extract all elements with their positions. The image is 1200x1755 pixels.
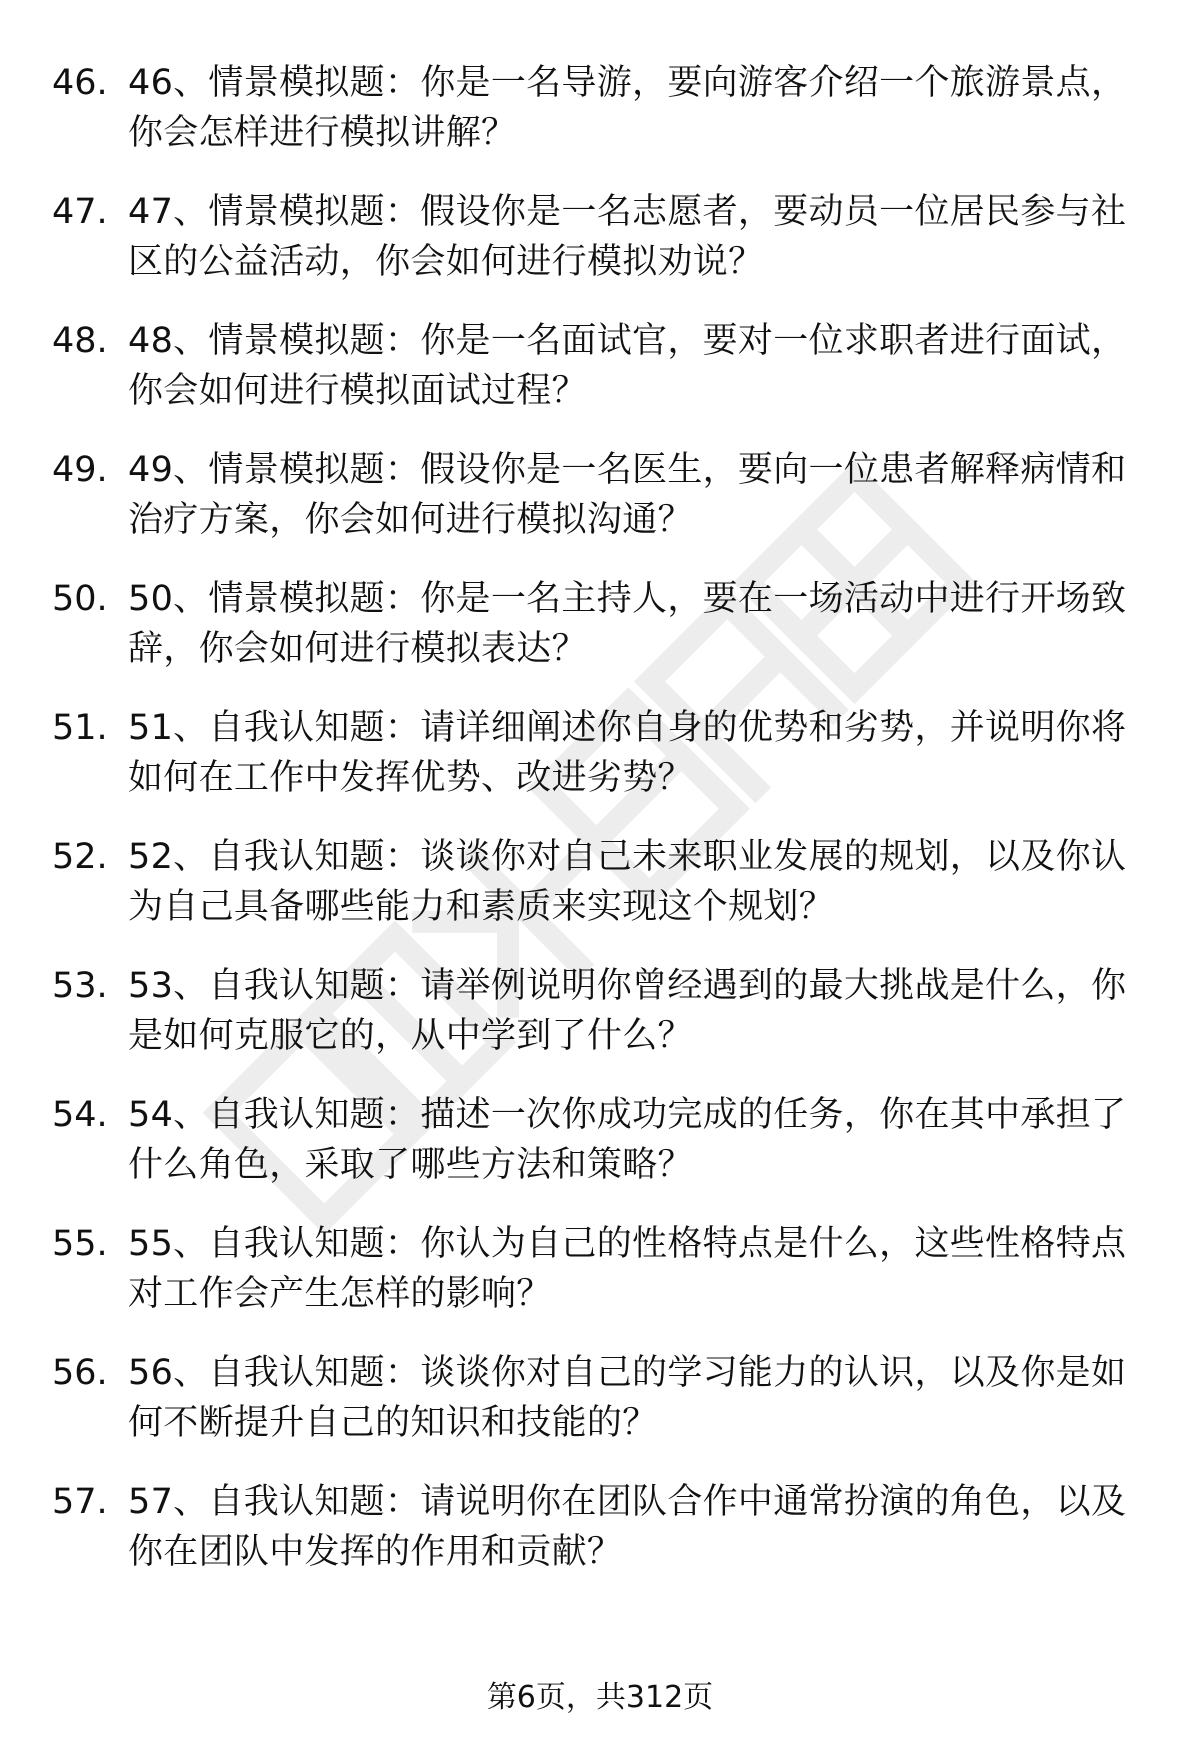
question-item [52,574,1152,703]
question-item [52,1219,1152,1348]
question-number: 53. [52,966,108,1006]
question-number: 49. [52,450,108,490]
question-item [52,1090,1152,1219]
question-number: 54. [52,1095,108,1135]
question-text: 47、情景模拟题：假设你是一名志愿者，要动员一位居民参与社区的公益活动，你会如何进行模拟劝说？ [128,192,1127,282]
question-text: 46、情景模拟题：你是一名导游，要向游客介绍一个旅游景点，你会怎样进行模拟讲解？ [128,63,1127,153]
question-number: 55. [52,1224,108,1264]
question-list [52,58,1152,1606]
question-text: 51、自我认知题：请详细阐述你自身的优势和劣势，并说明你将如何在工作中发挥优势、改进劣势？ [128,708,1127,798]
question-text: 56、自我认知题：谈谈你对自己的学习能力的认识，以及你是如何不断提升自己的知识和技能的？ [128,1353,1127,1443]
question-number: 52. [52,837,108,877]
question-item [52,703,1152,832]
question-text: 52、自我认知题：谈谈你对自己未来职业发展的规划，以及你认为自己具备哪些能力和素质来实现这个规划？ [128,837,1127,927]
question-number: 46. [52,63,108,103]
question-text: 55、自我认知题：你认为自己的性格特点是什么，这些性格特点对工作会产生怎样的影响？ [128,1224,1127,1314]
question-item [52,316,1152,445]
question-text: 57、自我认知题：请说明你在团队合作中通常扮演的角色，以及你在团队中发挥的作用和贡献？ [128,1482,1127,1572]
question-item [52,187,1152,316]
question-item [52,1348,1152,1477]
question-number: 47. [52,192,108,232]
question-item [52,961,1152,1090]
question-text: 50、情景模拟题：你是一名主持人，要在一场活动中进行开场致辞，你会如何进行模拟表达？ [128,579,1127,669]
question-text: 49、情景模拟题：假设你是一名医生，要向一位患者解释病情和治疗方案，你会如何进行模拟沟通？ [128,450,1127,540]
question-number: 48. [52,321,108,361]
page-number: 第6页，共312页 [486,1680,714,1715]
question-number: 51. [52,708,108,748]
question-item [52,832,1152,961]
question-text: 54、自我认知题：描述一次你成功完成的任务，你在其中承担了什么角色，采取了哪些方法和策略？ [128,1095,1127,1185]
question-number: 50. [52,579,108,619]
question-text: 48、情景模拟题：你是一名面试官，要对一位求职者进行面试，你会如何进行模拟面试过程？ [128,321,1127,411]
question-number: 56. [52,1353,108,1393]
question-item [52,1477,1152,1606]
question-text: 53、自我认知题：请举例说明你曾经遇到的最大挑战是什么，你是如何克服它的，从中学到了什么？ [128,966,1127,1056]
question-item [52,445,1152,574]
page-footer [0,1678,1200,1718]
question-item [52,58,1152,187]
question-number: 57. [52,1482,108,1522]
